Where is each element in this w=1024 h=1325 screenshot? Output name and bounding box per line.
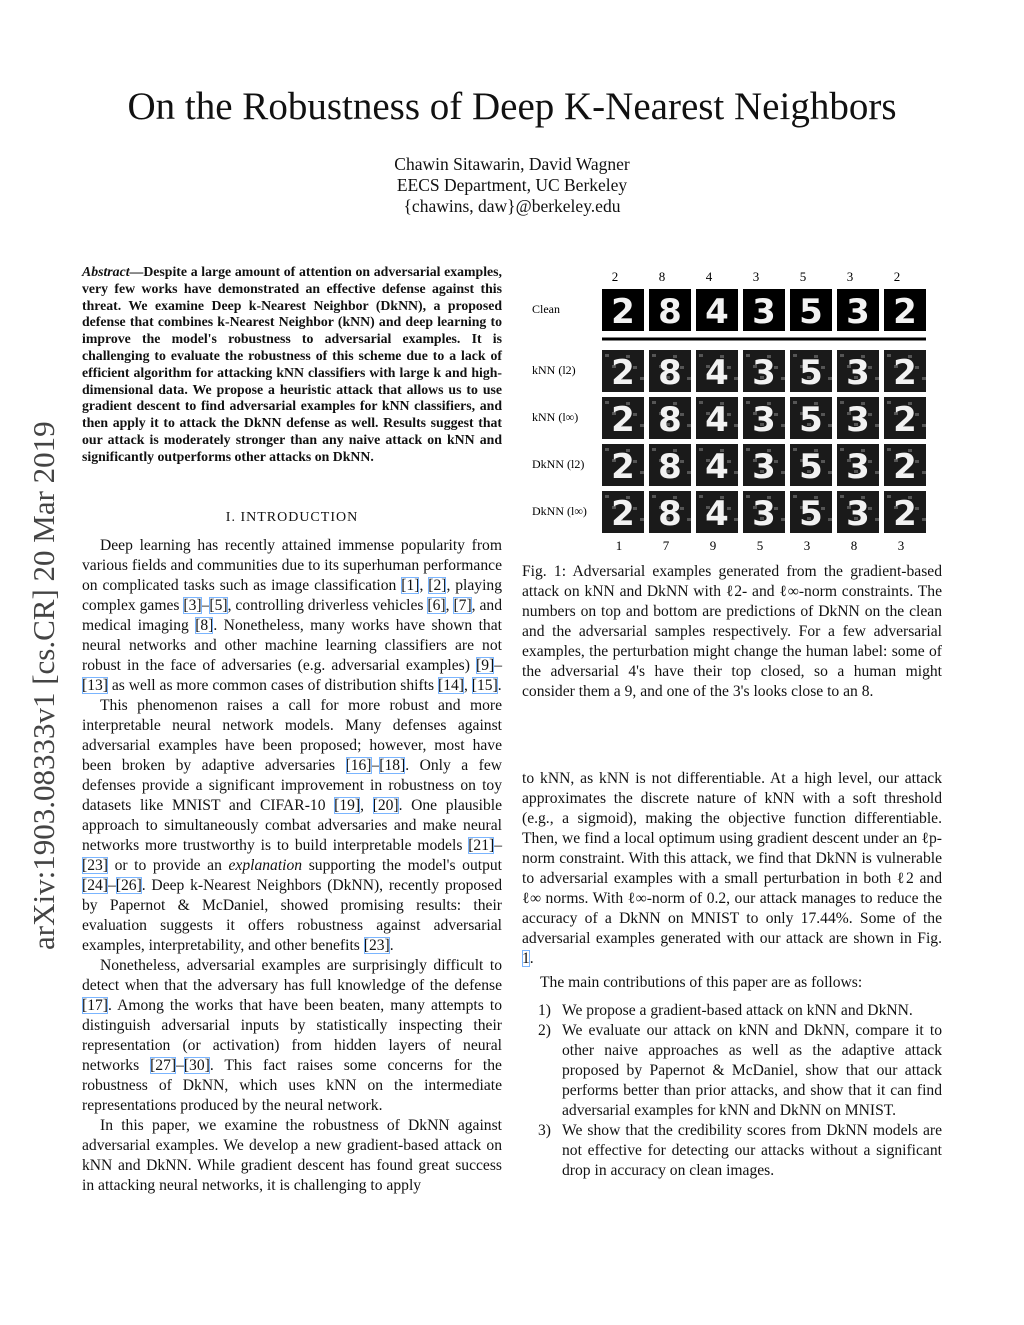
citation-link[interactable]: [3]	[183, 597, 202, 614]
citation-link[interactable]: [30]	[183, 1057, 210, 1074]
citation-link[interactable]: [13]	[82, 677, 108, 694]
intro-paragraph-4: In this paper, we examine the robustness of DkNN against adversarial examples. We develop a new gradient-based attack on kNN and DkNN. While gradient descent has found great success in attacking neural networks, it is challenging to apply	[82, 1117, 502, 1194]
list-item: 1) We propose a gradient-based attack on kNN and DkNN.	[538, 1002, 913, 1019]
perturbation-noise	[605, 354, 609, 357]
perturbation-noise	[922, 471, 926, 474]
perturbation-noise	[734, 471, 738, 474]
figure-1	[530, 266, 940, 556]
digit-glyph: 4	[705, 447, 729, 487]
row-label: DkNN (l∞)	[532, 504, 587, 518]
digit-glyph: 2	[611, 400, 635, 440]
digit-glyph: 4	[705, 494, 729, 534]
perturbation-noise	[605, 448, 609, 451]
citation-link[interactable]: [1]	[401, 577, 420, 594]
author-affiliation: EECS Department, UC Berkeley	[396, 175, 628, 195]
perturbation-noise	[652, 401, 656, 404]
intro-paragraph-1: Deep learning has recently attained immense popularity from various fields and communities due to its superhuman performance on complicated tasks such as image classification [1], [2], playing complex games [3]–[5], controlling driverless vehicles [6], [7], and medical imaging [8]. Nonetheless, many works have shown that neural networks and other machine learning classifiers are not robust in the face of adversaries (e.g. adversarial examples) [9]–[13] as well as more common cases of distribution shifts [14], [15].	[82, 537, 503, 694]
digit-glyph: 2	[611, 292, 635, 332]
perturbation-noise	[746, 354, 750, 357]
digit-glyph: 3	[846, 400, 870, 440]
intro-paragraph-2: This phenomenon raises a call for more robust and more interpretable neural network models. Many defenses against adversarial examples have been proposed; however, most have been broken by adaptive adversaries [16]–[18]. Only a few defenses provide a significant improvement in robustness on toy datasets like MNIST and CIFAR-10 [19], [20]. One plausible approach to simultaneously combat adversaries and make neural networks more trustworthy is to build interpretable models [21]–[23] or to provide an explanation supporting the model's output [24]–[26]. Deep k-Nearest Neighbors (DkNN), recently proposed by Papernot & McDaniel, showed promising results: their evaluation suggests it offers robustness against adversarial examples, interpretability, and other benefits [23].	[82, 697, 503, 954]
perturbation-noise	[652, 448, 656, 451]
perturbation-noise	[875, 377, 879, 380]
perturbation-noise	[746, 495, 750, 498]
arxiv-stamp	[8, 340, 68, 960]
perturbation-noise	[652, 495, 656, 498]
perturbation-noise	[687, 471, 691, 474]
digit-glyph: 2	[893, 400, 917, 440]
top-prediction-label: 4	[705, 269, 713, 284]
list-item: 3) We show that the credibility scores from DkNN models are not effective for detecting our attacks without a significant drop in accuracy on clean images.	[538, 1122, 942, 1179]
perturbation-noise	[781, 471, 785, 474]
perturbation-noise	[781, 424, 785, 427]
digit-glyph: 5	[799, 494, 823, 534]
perturbation-noise	[875, 424, 879, 427]
citation-link[interactable]: [15]	[471, 677, 498, 694]
digit-glyph: 3	[752, 400, 776, 440]
digit-glyph: 2	[893, 292, 917, 332]
perturbation-noise	[922, 424, 926, 427]
digit-glyph: 3	[752, 292, 776, 332]
bottom-prediction-label: 1	[615, 538, 623, 553]
row-label: kNN (l∞)	[532, 410, 579, 424]
author-names: Chawin Sitawarin, David Wagner	[394, 154, 630, 174]
digit-glyph: 2	[893, 494, 917, 534]
digit-glyph: 8	[658, 353, 682, 393]
bottom-prediction-label: 5	[756, 538, 764, 553]
perturbation-noise	[840, 401, 844, 404]
digit-glyph: 3	[846, 494, 870, 534]
perturbation-noise	[699, 495, 703, 498]
perturbation-noise	[640, 377, 644, 380]
citation-link[interactable]: [2]	[428, 577, 447, 594]
top-prediction-label: 3	[752, 269, 760, 284]
digit-glyph: 3	[846, 353, 870, 393]
perturbation-noise	[887, 495, 891, 498]
perturbation-noise	[640, 471, 644, 474]
perturbation-noise	[781, 377, 785, 380]
citation-link[interactable]: [8]	[195, 617, 214, 634]
bottom-prediction-label: 9	[709, 538, 717, 553]
perturbation-noise	[828, 471, 832, 474]
perturbation-noise	[640, 424, 644, 427]
digit-glyph: 3	[752, 494, 776, 534]
perturbation-noise	[793, 448, 797, 451]
citation-link[interactable]: [6]	[427, 597, 446, 614]
perturbation-noise	[699, 448, 703, 451]
digit-glyph: 8	[658, 494, 682, 534]
citation-link[interactable]: [17]	[82, 997, 108, 1014]
perturbation-noise	[746, 401, 750, 404]
perturbation-noise	[828, 377, 832, 380]
perturbation-noise	[746, 448, 750, 451]
contributions-list	[522, 1001, 942, 1181]
perturbation-noise	[875, 518, 879, 521]
digit-glyph: 2	[893, 353, 917, 393]
citation-link[interactable]: [23]	[363, 937, 390, 954]
author-block	[0, 154, 1024, 217]
perturbation-noise	[793, 354, 797, 357]
perturbation-noise	[687, 424, 691, 427]
citation-link[interactable]: [9]	[476, 657, 495, 674]
row-label: kNN (l2)	[532, 363, 576, 377]
row-label: Clean	[532, 302, 560, 316]
digit-glyph: 4	[705, 353, 729, 393]
digit-glyph: 8	[658, 400, 682, 440]
right-paragraph-1: to kNN, as kNN is not differentiable. At a high level, our attack approximates the discrete nature of kNN with a soft threshold (e.g., a sigmoid), making the objective function differentiable. Then, we find a local optimum using gradient descent under an ℓp-norm constraint. With this attack, we find that DkNN is vulnerable to adversarial examples with a small perturbation in both ℓ2 and ℓ∞ norms. With ℓ∞-norm of 0.2, our attack manages to reduce the accuracy of a DkNN on MNIST to only 17.44%. Some of the adversarial examples generated with our attack are shown in Fig. 1.	[522, 770, 942, 967]
perturbation-noise	[652, 354, 656, 357]
digit-glyph: 8	[658, 447, 682, 487]
bottom-prediction-label: 8	[850, 538, 858, 553]
digit-glyph: 2	[893, 447, 917, 487]
digit-glyph: 5	[799, 353, 823, 393]
digit-glyph: 2	[611, 353, 635, 393]
citation-link[interactable]: [16]	[345, 757, 372, 774]
digit-glyph: 8	[658, 292, 682, 332]
digit-glyph: 4	[705, 400, 729, 440]
perturbation-noise	[640, 518, 644, 521]
intro-paragraph-3: Nonetheless, adversarial examples are surprisingly difficult to detect when that the adversary has full knowledge of the defense [17]. Among the works that have been beaten, many attempts to distinguish adversarial inputs by statistically inspecting their representation (or activation) from hidden layers of neural networks [27]–[30]. This fact raises some concerns for the robustness of DkNN, which uses kNN on the intermediate representations produced by the neural network.	[82, 957, 502, 1114]
digit-glyph: 5	[799, 292, 823, 332]
perturbation-noise	[734, 518, 738, 521]
perturbation-noise	[605, 401, 609, 404]
perturbation-noise	[687, 518, 691, 521]
perturbation-noise	[922, 377, 926, 380]
top-prediction-label: 3	[846, 269, 854, 284]
top-prediction-label: 8	[658, 269, 666, 284]
row-label: DkNN (l2)	[532, 457, 585, 471]
digit-glyph: 3	[752, 353, 776, 393]
section-title: I. INTRODUCTION	[225, 510, 359, 525]
bottom-prediction-label: 3	[803, 538, 811, 553]
perturbation-noise	[840, 354, 844, 357]
digit-glyph: 2	[611, 447, 635, 487]
abstract-lead: Abstract	[82, 264, 130, 279]
perturbation-noise	[887, 354, 891, 357]
arxiv-id: arXiv:1903.08333v1 [cs.CR] 20 Mar 2019	[26, 421, 61, 950]
perturbation-noise	[687, 377, 691, 380]
figure-ref-link[interactable]: 1	[522, 950, 530, 967]
citation-link[interactable]: [7]	[453, 597, 472, 614]
citation-link[interactable]: [5]	[209, 597, 228, 614]
digit-glyph: 3	[846, 447, 870, 487]
list-item: 2) We evaluate our attack on kNN and DkNN, compare it to other naive approaches as well as the adaptive attack proposed by Papernot & McDaniel, show that our attack performs better than prior attacks, and show that it can find adversarial examples for kNN and DkNN on MNIST.	[538, 1022, 942, 1119]
author-email: {chawins, daw}@berkeley.edu	[403, 196, 621, 216]
introduction	[82, 494, 502, 1196]
digit-glyph: 3	[752, 447, 776, 487]
perturbation-noise	[793, 495, 797, 498]
figure-caption: Fig. 1: Adversarial examples generated from the gradient-based attack on kNN and DkNN with ℓ2- and ℓ∞-norm constraints. The numbers on top and bottom are predictions of DkNN on the clean and the adversarial samples respectively. For a few adversarial examples, the perturbation might change the human label: some of the adversarial 4's have their top closed, so a human might consider them a 9, and one of the 3's looks close to an 8.	[522, 563, 942, 700]
perturbation-noise	[828, 424, 832, 427]
perturbation-noise	[887, 401, 891, 404]
perturbation-noise	[887, 448, 891, 451]
perturbation-noise	[699, 354, 703, 357]
digit-glyph: 2	[611, 494, 635, 534]
citation-link[interactable]: [20]	[372, 797, 399, 814]
right-column	[522, 769, 942, 1181]
abstract	[82, 264, 502, 466]
perturbation-noise	[605, 495, 609, 498]
perturbation-noise	[922, 518, 926, 521]
citation-link[interactable]: [23]	[82, 857, 108, 874]
citation-link[interactable]: [21]	[468, 837, 495, 854]
top-prediction-label: 5	[799, 269, 807, 284]
bottom-prediction-label: 7	[662, 538, 670, 553]
digit-glyph: 5	[799, 400, 823, 440]
digit-glyph: 4	[705, 292, 729, 332]
bottom-prediction-label: 3	[897, 538, 905, 553]
citation-link[interactable]: [19]	[334, 797, 361, 814]
perturbation-noise	[793, 401, 797, 404]
citation-link[interactable]: [24]	[82, 877, 108, 894]
citation-link[interactable]: [14]	[438, 677, 464, 694]
perturbation-noise	[699, 401, 703, 404]
right-paragraph-2: The main contributions of this paper are as follows:	[540, 974, 863, 991]
perturbation-noise	[734, 377, 738, 380]
top-prediction-label: 2	[611, 269, 619, 284]
paper-title: On the Robustness of Deep K-Nearest Neighbors	[127, 85, 897, 128]
digit-glyph: 3	[846, 292, 870, 332]
abstract-text: —Despite a large amount of attention on adversarial examples, very few works have demonstrated an effective defense against this threat. We examine Deep k-Nearest Neighbor (DkNN), a proposed defense that combines k-Nearest Neighbor (kNN) and deep learning to improve the model's robustness to adversarial examples. It is challenging to evaluate the robustness of this scheme due to a lack of efficient algorithm for attacking kNN classifiers with large k and high-dimensional data. We propose a heuristic attack that allows us to use gradient descent to find adversarial examples for kNN classifiers, and then apply it to attack the DkNN defense as well. Results suggest that our attack is moderately stronger than any naive attack on kNN and significantly outperforms other attacks on DkNN.	[82, 264, 502, 464]
perturbation-noise	[734, 424, 738, 427]
digit-glyph: 5	[799, 447, 823, 487]
citation-link[interactable]: [27]	[150, 1057, 177, 1074]
top-prediction-label: 2	[893, 269, 901, 284]
perturbation-noise	[875, 471, 879, 474]
perturbation-noise	[840, 448, 844, 451]
perturbation-noise	[828, 518, 832, 521]
perturbation-noise	[781, 518, 785, 521]
citation-link[interactable]: [18]	[379, 757, 406, 774]
perturbation-noise	[840, 495, 844, 498]
citation-link[interactable]: [26]	[115, 877, 142, 894]
